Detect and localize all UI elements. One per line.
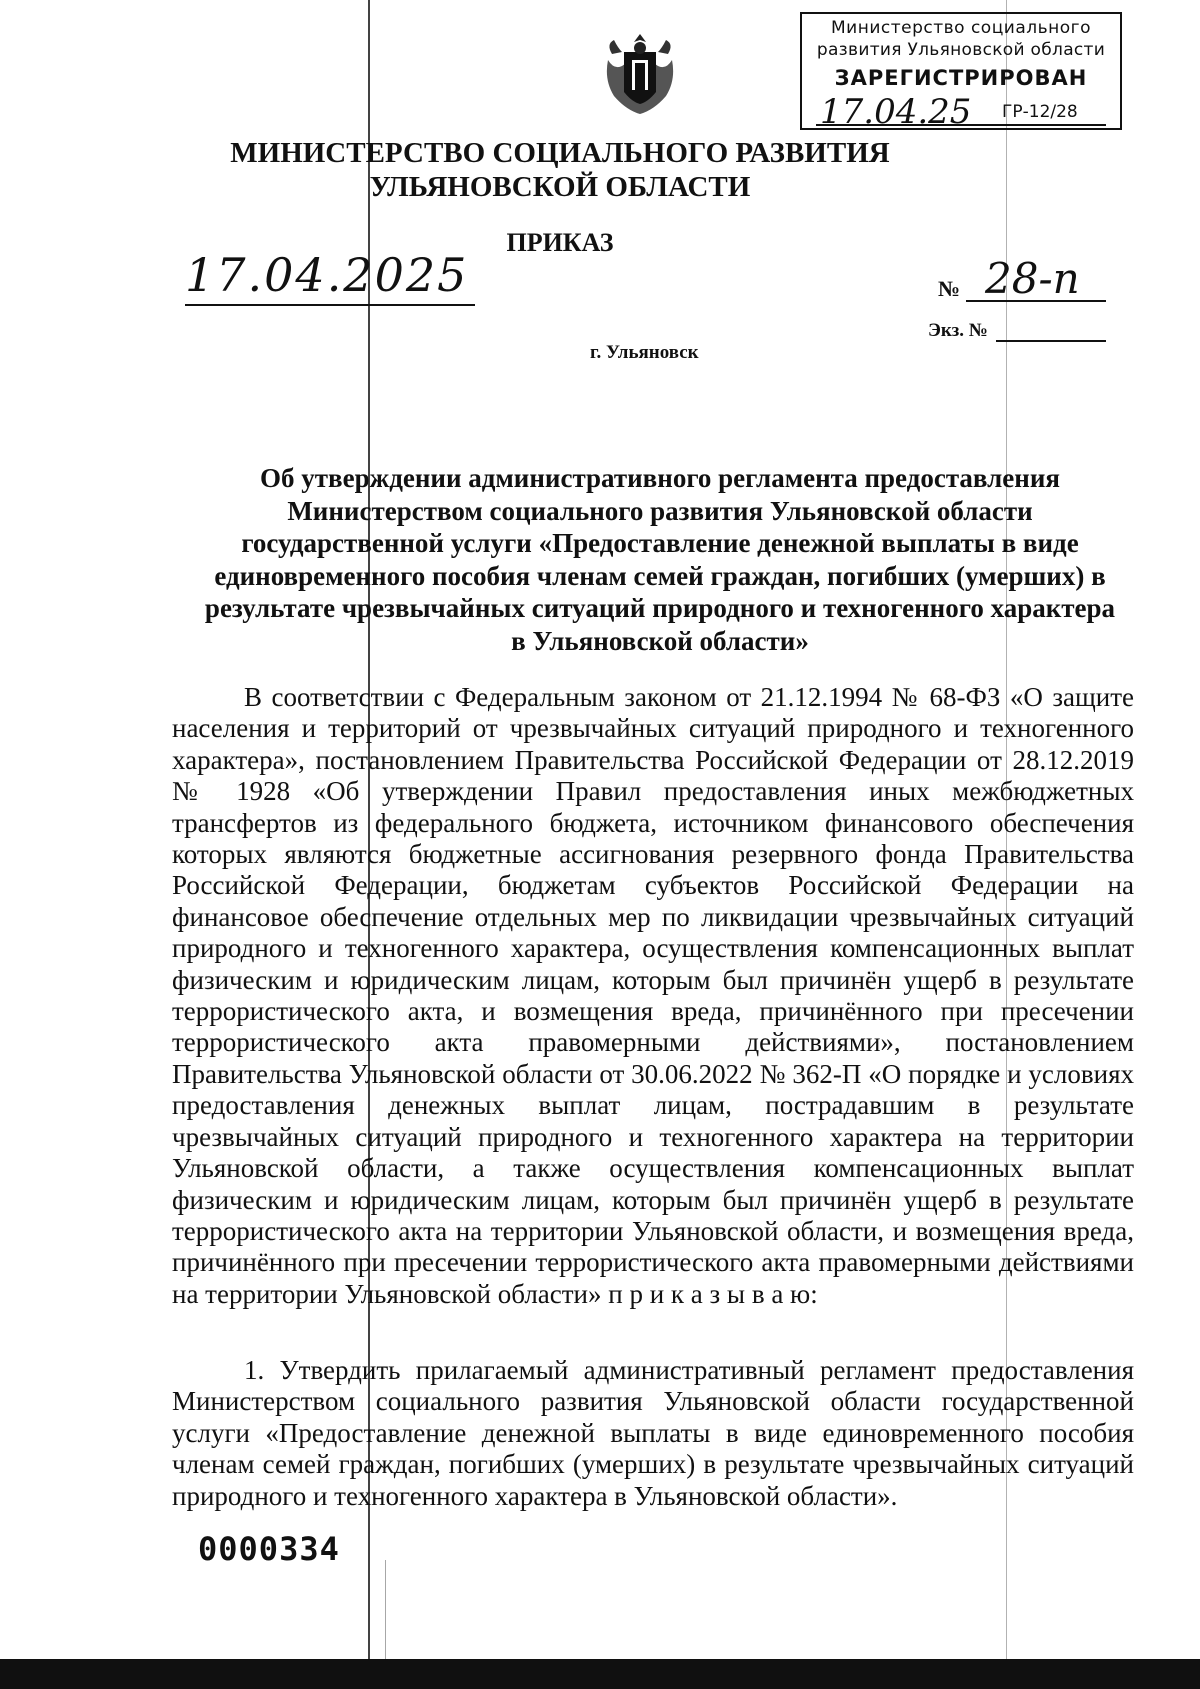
number-label: № <box>938 276 961 301</box>
copy-number-underline <box>996 340 1106 342</box>
ministry-name-line-1: МИНИСТЕРСТВО СОЦИАЛЬНОГО РАЗВИТИЯ <box>230 137 890 169</box>
scan-artifact-line <box>385 1560 386 1660</box>
stamp-date: 17.04.25 <box>820 92 972 132</box>
serial-number: 0000334 <box>198 1530 340 1568</box>
city-name: г. Ульяновск <box>590 342 699 363</box>
stamp-line-3: ЗАРЕГИСТРИРОВАН <box>834 66 1088 90</box>
date-underline <box>185 304 475 306</box>
stamp-number: ГР-12/28 <box>1002 102 1078 122</box>
stamp-line-2: развития Ульяновской области <box>816 40 1106 60</box>
body-paragraph-2: 1. Утвердить прилагаемый административный регламент предоставления Министерством социального развития Ульяновской области государственной услуги «Предоставление денежной выплаты в виде единовременного пособия членам семей граждан, погибших (умерших) в результате чрезвычайных ситуаций природного и техногенного характера в Ульяновской области». <box>172 1355 1134 1511</box>
number-underline <box>966 300 1106 302</box>
handwritten-date: 17.04.2025 <box>185 248 469 302</box>
coat-of-arms-icon <box>600 30 680 116</box>
body-paragraph-1: В соответствии с Федеральным законом от 21.12.1994 № 68-ФЗ «О защите населения и территорий от чрезвычайных ситуаций природного и техногенного характера», постановлением Правительства Российской Федерации от 28.12.2019 № 1928 «Об утверждении Правил предоставления иных межбюджетных трансфертов из федерального бюджета, источником финансового обеспечения которых являются бюджетные ассигнования резервного фонда Правительства Российской Федерации, бюджетам субъектов Российской Федерации на финансовое обеспечение отдельных мер по ликвидации чрезвычайных ситуаций природного и техногенного характера, осуществления компенсационных выплат физическим и юридическим лицам, которым был причинён ущерб в результате террористического акта, и возмещения вреда, причинённого при пресечении террористического акта правомерными действиями», постановлением Правительства Ульяновской области от 30.06.2022 № 362-П «О порядке и условиях предоставления денежных выплат лицам, пострадавшим в результате чрезвычайных ситуаций природного и техногенного характера на территории Ульяновской области, а также осуществления компенсационных выплат физическим и юридическим лицам, которым был причинён ущерб в результате террористического акта на территории Ульяновской области, и возмещения вреда, причинённого при пресечении террористического акта правомерными действиями на территории Ульяновской области» п р и к а з ы в а ю: <box>172 682 1134 1309</box>
scan-bottom-bar <box>0 1659 1200 1689</box>
stamp-underline <box>816 124 1106 126</box>
stamp-line-1: Министерство социального <box>831 18 1091 38</box>
ministry-name-line-2: УЛЬЯНОВСКОЙ ОБЛАСТИ <box>369 171 751 203</box>
document-title: Об утверждении административного регламента предоставления Министерством социального развития Ульяновской области государственной услуги «Предоставление денежной выплаты в виде единовременного пособия членам семей граждан, погибших (умерших) в результате чрезвычайных ситуаций природного и техногенного характера в Ульяновской области» <box>204 463 1116 656</box>
handwritten-number: 28-п <box>985 254 1080 303</box>
copy-number-label: Экз. № <box>928 320 988 341</box>
document-type: ПРИКАЗ <box>506 228 614 257</box>
registration-stamp <box>800 12 1122 130</box>
